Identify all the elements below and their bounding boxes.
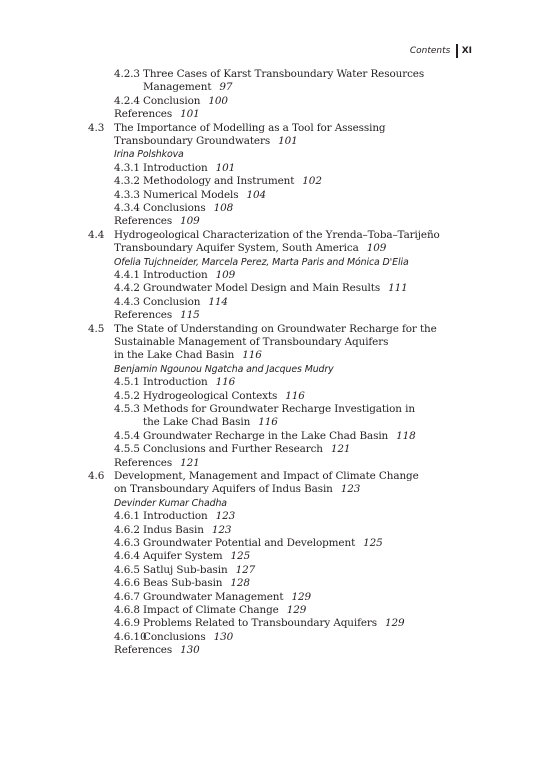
entry-author: Benjamin Ngounou Ngatcha and Jacques Mudry xyxy=(114,363,334,375)
entry-page-number: 115 xyxy=(180,309,200,322)
entry-title: Conclusion xyxy=(143,94,201,107)
entry-title: the Lake Chad Basin xyxy=(143,416,251,429)
entry-title: Introduction xyxy=(143,269,208,281)
toc-references-entry xyxy=(114,108,200,121)
entry-number: 4.5.2 xyxy=(114,389,140,402)
entry-number: 4.5.4 xyxy=(114,429,140,442)
entry-number: 4.3 xyxy=(88,121,105,134)
entry-page-number: 129 xyxy=(291,590,311,603)
toc-continuation-line xyxy=(114,336,388,349)
entry-number: 4.4 xyxy=(88,228,105,241)
entry-page-number: 128 xyxy=(230,577,250,590)
entry-number: 4.6.6 xyxy=(114,577,140,590)
toc-references-entry xyxy=(114,215,200,228)
entry-page-number: 101 xyxy=(180,108,200,121)
toc-subsection-entry xyxy=(114,550,250,563)
entry-title: Conclusions xyxy=(143,202,206,214)
entry-page-number: 118 xyxy=(396,429,416,442)
entry-page-number: 121 xyxy=(180,456,200,469)
entry-number: 4.6.7 xyxy=(114,590,140,603)
header-rule xyxy=(456,44,457,58)
toc-subsection-entry xyxy=(114,269,235,282)
entry-title: Transboundary Aquifer System, South America xyxy=(114,242,359,255)
entry-title: Aquifer System xyxy=(143,550,223,563)
entry-number: 4.5.3 xyxy=(114,403,140,415)
page-number: XI xyxy=(461,46,472,56)
toc-subsection-entry xyxy=(114,376,235,389)
entry-number: 4.2.4 xyxy=(114,94,140,107)
entry-title: Indus Basin xyxy=(143,523,204,536)
entry-page-number: 116 xyxy=(215,376,236,389)
toc-subsection-entry xyxy=(114,390,305,403)
toc-subsection-entry xyxy=(114,524,231,537)
entry-title: Groundwater Management xyxy=(143,590,284,603)
entry-author: Irina Polshkova xyxy=(114,149,184,161)
entry-title: Problems Related to Transboundary Aquifers xyxy=(143,617,377,630)
entry-page-number: 104 xyxy=(246,188,267,201)
entry-page-number: 116 xyxy=(242,349,262,362)
entry-number: 4.6.1 xyxy=(114,510,140,523)
entry-title: References xyxy=(114,644,173,657)
entry-page-number: 101 xyxy=(278,135,298,147)
entry-title: References xyxy=(114,309,173,322)
toc-section-entry xyxy=(88,122,385,135)
entry-page-number: 109 xyxy=(180,215,200,228)
toc-subsection-entry xyxy=(114,617,405,630)
toc-subsection-entry xyxy=(114,68,424,81)
entry-title: Numerical Models xyxy=(143,188,239,201)
entry-title: Conclusions and Further Research xyxy=(143,443,323,456)
toc-subsection-entry xyxy=(114,604,306,617)
running-title: Contents xyxy=(409,46,451,56)
toc-references-entry xyxy=(114,457,200,470)
entry-title: Development, Management and Impact of Climate Change xyxy=(114,470,419,482)
toc-continuation-line xyxy=(114,135,298,148)
entry-page-number: 123 xyxy=(215,510,236,523)
toc-author-line xyxy=(114,363,334,376)
entry-title: Impact of Climate Change xyxy=(143,604,279,616)
entry-title: in the Lake Chad Basin xyxy=(114,349,235,362)
toc-references-entry xyxy=(114,309,200,322)
entry-number: 4.5 xyxy=(88,322,105,335)
entry-title: Groundwater Recharge in the Lake Chad Basin xyxy=(143,429,389,442)
entry-number: 4.6.5 xyxy=(114,563,140,576)
running-header xyxy=(410,44,472,58)
toc-subsection-entry xyxy=(114,162,235,175)
entry-title: The Importance of Modelling as a Tool for Assessing xyxy=(114,121,386,134)
toc-subsection-entry xyxy=(114,631,233,644)
entry-page-number: 130 xyxy=(213,630,234,643)
toc-subsection-entry xyxy=(114,577,250,590)
toc-author-line xyxy=(114,497,227,510)
entry-number: 4.3.4 xyxy=(114,202,140,214)
entry-page-number: 121 xyxy=(330,443,351,456)
entry-number: 4.4.3 xyxy=(114,295,140,308)
entry-number: 4.3.1 xyxy=(114,161,140,174)
entry-title: Groundwater Model Design and Main Results xyxy=(143,282,381,295)
entry-page-number: 114 xyxy=(208,295,228,308)
entry-number: 4.6.9 xyxy=(114,617,140,630)
entry-number: 4.6.4 xyxy=(114,550,140,563)
entry-title: Methodology and Instrument xyxy=(143,175,295,188)
entry-author: Devinder Kumar Chadha xyxy=(114,497,227,509)
entry-title: References xyxy=(114,108,173,121)
entry-title: Three Cases of Karst Transboundary Water Resources xyxy=(143,68,425,80)
toc-section-entry xyxy=(88,470,419,483)
toc-author-line xyxy=(114,256,409,269)
entry-page-number: 111 xyxy=(388,282,408,295)
toc-subsection-entry xyxy=(114,510,235,523)
entry-page-number: 100 xyxy=(208,94,228,107)
entry-number: 4.4.2 xyxy=(114,282,140,295)
entry-number: 4.6 xyxy=(88,470,105,482)
entry-title: Hydrogeological Characterization of the Yrenda–Toba–Tarijeño xyxy=(114,228,440,241)
toc-section-entry xyxy=(88,229,440,242)
entry-page-number: 116 xyxy=(258,416,278,429)
entry-number: 4.2.3 xyxy=(114,68,140,80)
entry-number: 4.6.2 xyxy=(114,523,140,536)
toc-subsection-entry xyxy=(114,282,408,295)
toc-subsection-entry xyxy=(114,189,266,202)
entry-title: Transboundary Groundwaters xyxy=(114,135,271,147)
entry-number: 4.6.10 xyxy=(114,630,147,643)
entry-title: References xyxy=(114,456,173,469)
toc-subsection-entry xyxy=(114,443,350,456)
toc-continuation-line xyxy=(114,483,360,496)
entry-title: Groundwater Potential and Development xyxy=(143,537,356,549)
toc-subsection-entry xyxy=(114,591,311,604)
entry-title: Methods for Groundwater Recharge Investigation in xyxy=(143,403,415,415)
entry-page-number: 102 xyxy=(302,175,322,188)
entry-title: Hydrogeological Contexts xyxy=(143,389,278,402)
entry-title: Beas Sub-basin xyxy=(143,577,223,590)
entry-number: 4.3.3 xyxy=(114,188,140,201)
entry-page-number: 109 xyxy=(215,269,236,281)
entry-title: Conclusions xyxy=(143,630,206,643)
entry-number: 4.6.3 xyxy=(114,537,140,549)
entry-page-number: 109 xyxy=(366,242,387,255)
entry-page-number: 97 xyxy=(219,81,233,94)
entry-page-number: 129 xyxy=(286,604,307,616)
entry-page-number: 130 xyxy=(180,644,200,657)
toc-subsection-entry xyxy=(114,175,322,188)
toc-author-line xyxy=(114,148,184,161)
entry-page-number: 129 xyxy=(385,617,405,630)
entry-page-number: 125 xyxy=(230,550,251,563)
entry-title: Management xyxy=(143,81,212,94)
entry-number: 4.5.1 xyxy=(114,376,140,389)
entry-title: Introduction xyxy=(143,376,208,389)
entry-page-number: 125 xyxy=(363,537,383,549)
entry-page-number: 116 xyxy=(285,389,305,402)
entry-author: Ofelia Tujchneider, Marcela Perez, Marta Paris and Mónica D'Elia xyxy=(114,256,409,268)
toc-subsection-entry xyxy=(114,537,383,550)
entry-title: on Transboundary Aquifers of Indus Basin xyxy=(114,483,333,496)
toc-continuation-line xyxy=(143,416,278,429)
entry-title: Introduction xyxy=(143,510,208,523)
toc-subsection-entry xyxy=(114,430,416,443)
toc-continuation-line xyxy=(143,81,232,94)
entry-title: Satluj Sub-basin xyxy=(143,563,228,576)
toc-section-entry xyxy=(88,323,437,336)
entry-page-number: 123 xyxy=(340,483,361,496)
entry-page-number: 101 xyxy=(215,161,236,174)
entry-title: Introduction xyxy=(143,161,208,174)
entry-number: 4.6.8 xyxy=(114,604,140,616)
entry-title: The State of Understanding on Groundwater Recharge for the xyxy=(114,322,437,335)
toc-subsection-entry xyxy=(114,296,228,309)
toc-continuation-line xyxy=(114,349,262,362)
entry-title: Conclusion xyxy=(143,295,201,308)
entry-page-number: 108 xyxy=(213,202,234,214)
entry-number: 4.4.1 xyxy=(114,269,140,281)
toc-subsection-entry xyxy=(114,202,233,215)
toc-subsection-entry xyxy=(114,564,255,577)
entry-title: References xyxy=(114,215,173,228)
toc-references-entry xyxy=(114,644,200,657)
entry-page-number: 123 xyxy=(211,523,232,536)
entry-title: Sustainable Management of Transboundary Aquifers xyxy=(114,336,389,348)
toc-subsection-entry xyxy=(114,95,228,108)
toc-subsection-entry xyxy=(114,403,415,416)
entry-page-number: 127 xyxy=(235,563,256,576)
entry-number: 4.3.2 xyxy=(114,175,140,188)
entry-number: 4.5.5 xyxy=(114,443,140,456)
toc-continuation-line xyxy=(114,242,386,255)
